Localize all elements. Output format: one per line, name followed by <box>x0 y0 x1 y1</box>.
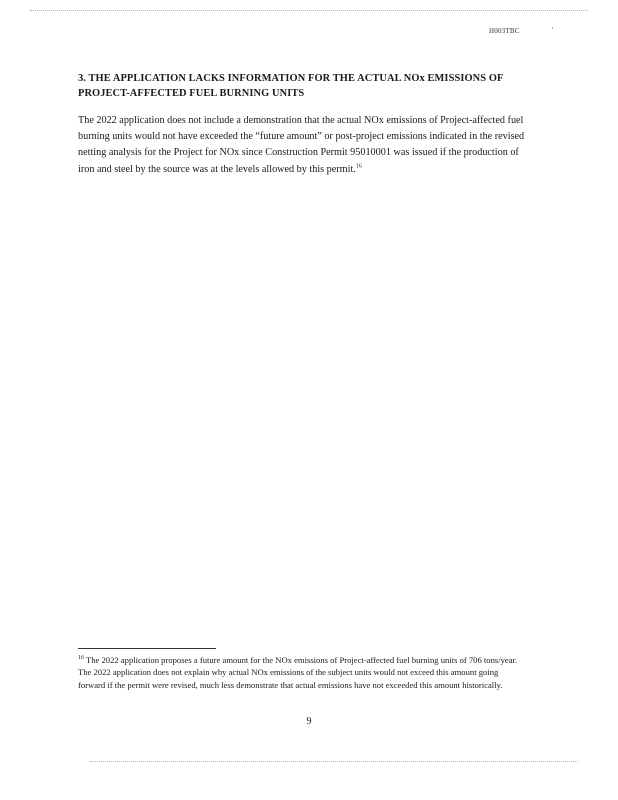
footnote <box>78 654 524 691</box>
bates-tick-mark: ' <box>552 26 554 34</box>
footnote-reference: 16 <box>355 163 362 170</box>
footnote-marker: 16 <box>78 655 84 662</box>
footnote-text: The 2022 application proposes a future amount for the NOx emissions of Project-affected fuel burning units of 706 tons/year. The 2022 application does not explain why actual NOx emissions of the subject units would not exceed this amount going forward if the permit were revised, much less demonstrate that actual emissions have not exceeded this amount historically. <box>78 655 518 690</box>
section-heading: 3. THE APPLICATION LACKS INFORMATION FOR THE ACTUAL NOx EMISSIONS OF PROJECT-AFFECTED FUEL BURNING UNITS <box>78 73 504 99</box>
body-paragraph-text: The 2022 application does not include a demonstration that the actual NOx emissions of Project-affected fuel burning units would not have exceeded the “future amount” or post-project emissions indicated in the revised netting analysis for the Project for NOx since Construction Permit 95010001 was issued if the production of iron and steel by the source was at the levels allowed by this permit. <box>78 115 525 175</box>
scan-artifact-bottom <box>90 761 578 764</box>
footnote-divider <box>78 648 216 649</box>
scan-artifact-top <box>30 10 588 13</box>
page-number: 9 <box>306 716 312 727</box>
body-paragraph <box>78 113 528 178</box>
bates-number: H003TBC <box>489 27 520 35</box>
